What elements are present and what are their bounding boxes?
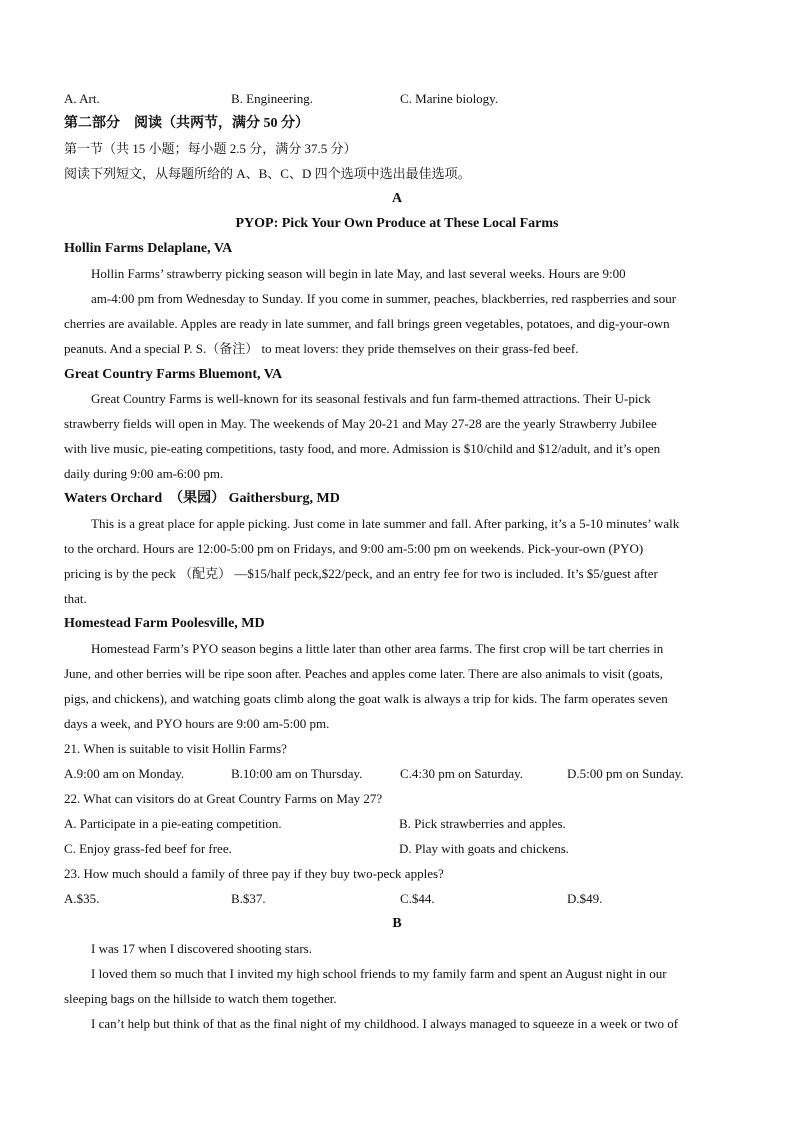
passage-b-letter: B xyxy=(392,916,402,931)
q21-option-d: D.5:00 pm on Sunday. xyxy=(567,766,684,781)
part-two-title: 第二部分 阅读（共两节，满分 50 分） xyxy=(64,116,309,131)
q22-option-c: C. Enjoy grass-fed beef for free. xyxy=(64,841,232,856)
farm-heading-hollin: Hollin Farms Delaplane, VA xyxy=(64,241,233,256)
paragraph-line: sleeping bags on the hillside to watch them together. xyxy=(64,991,337,1006)
q22-option-a: A. Participate in a pie-eating competition. xyxy=(64,816,282,831)
paragraph-line: This is a great place for apple picking. Just come in late summer and fall. After parking, it’s a 5-10 minutes’ walk xyxy=(91,516,680,531)
paragraph-line: peanuts. And a special P. S.（备注） to meat lovers: they pride themselves on their grass-fed beef. xyxy=(64,341,579,356)
paragraph-line: days a week, and PYO hours are 9:00 am-5:00 pm. xyxy=(64,716,330,731)
farm-heading-waters-orchard: Waters Orchard （果园） Gaithersburg, MD xyxy=(64,491,340,506)
q21-option-a: A.9:00 am on Monday. xyxy=(64,766,185,781)
option-a: A. Art. xyxy=(64,91,100,106)
q21-option-b: B.10:00 am on Thursday. xyxy=(231,766,363,781)
paragraph-line: Hollin Farms’ strawberry picking season will begin in late May, and last several weeks. Hours are 9:00 xyxy=(91,266,626,281)
q23-option-d: D.$49. xyxy=(567,891,603,906)
q22-option-b: B. Pick strawberries and apples. xyxy=(399,816,566,831)
question-22-stem: 22. What can visitors do at Great Country Farms on May 27? xyxy=(64,791,383,806)
paragraph-line: daily during 9:00 am-6:00 pm. xyxy=(64,466,224,481)
farm-heading-homestead: Homestead Farm Poolesville, MD xyxy=(64,616,265,631)
paragraph-line: I loved them so much that I invited my high school friends to my family farm and spent an August night in our xyxy=(91,966,667,981)
paragraph-line: June, and other berries will be ripe soon after. Peaches and apples come later. There are also animals to visit (goats, xyxy=(64,666,664,681)
q23-option-a: A.$35. xyxy=(64,891,100,906)
question-23-stem: 23. How much should a family of three pay if they buy two-peck apples? xyxy=(64,866,444,881)
option-b: B. Engineering. xyxy=(231,91,313,106)
question-21-stem: 21. When is suitable to visit Hollin Farms? xyxy=(64,741,287,756)
q23-option-c: C.$44. xyxy=(400,891,435,906)
paragraph-line: Homestead Farm’s PYO season begins a little later than other area farms. The first crop will be tart cherries in xyxy=(91,641,664,656)
paragraph-line: strawberry fields will open in May. The weekends of May 20-21 and May 27-28 are the yearly Strawberry Jubilee xyxy=(64,416,657,431)
q21-option-c: C.4:30 pm on Saturday. xyxy=(400,766,524,781)
paragraph-line: I was 17 when I discovered shooting stars. xyxy=(91,941,312,956)
paragraph-line: that. xyxy=(64,591,87,606)
paragraph-line: cherries are available. Apples are ready in late summer, and fall brings green vegetables, potatoes, and dig-your-own xyxy=(64,316,670,331)
passage-a-title: PYOP: Pick Your Own Produce at These Local Farms xyxy=(235,216,559,231)
q23-option-b: B.$37. xyxy=(231,891,266,906)
passage-a-letter: A xyxy=(391,191,403,206)
option-c: C. Marine biology. xyxy=(400,91,499,106)
paragraph-line: I can’t help but think of that as the final night of my childhood. I always managed to squeeze in a week or two of xyxy=(91,1016,679,1031)
paragraph-line: am-4:00 pm from Wednesday to Sunday. If you come in summer, peaches, blackberries, red raspberries and sour xyxy=(91,291,677,306)
paragraph-line: to the orchard. Hours are 12:00-5:00 pm on Fridays, and 9:00 am-5:00 pm on weekends. Pick-your-own (PYO) xyxy=(64,541,644,556)
reading-instruction: 阅读下列短文，从每题所给的 A、B、C、D 四个选项中选出最佳选项。 xyxy=(64,166,471,181)
paragraph-line: pricing is by the peck （配克） —$15/half peck,$22/peck, and an entry fee for two is included. It’s $5/guest after xyxy=(64,566,658,581)
paragraph-line: pigs, and chickens), and watching goats climb along the goat walk is always a trip for kids. The farm operates seven xyxy=(64,691,668,706)
farm-heading-great-country: Great Country Farms Bluemont, VA xyxy=(64,367,283,382)
q22-option-d: D. Play with goats and chickens. xyxy=(399,841,570,856)
section-one-heading: 第一节（共 15 小题；每小题 2.5 分，满分 37.5 分） xyxy=(64,141,357,156)
paragraph-line: Great Country Farms is well-known for its seasonal festivals and fun farm-themed attractions. Their U-pick xyxy=(91,391,651,406)
paragraph-line: with live music, pie-eating competitions, tasty food, and more. Admission is $10/child and $12/adult, and it’s open xyxy=(64,441,661,456)
